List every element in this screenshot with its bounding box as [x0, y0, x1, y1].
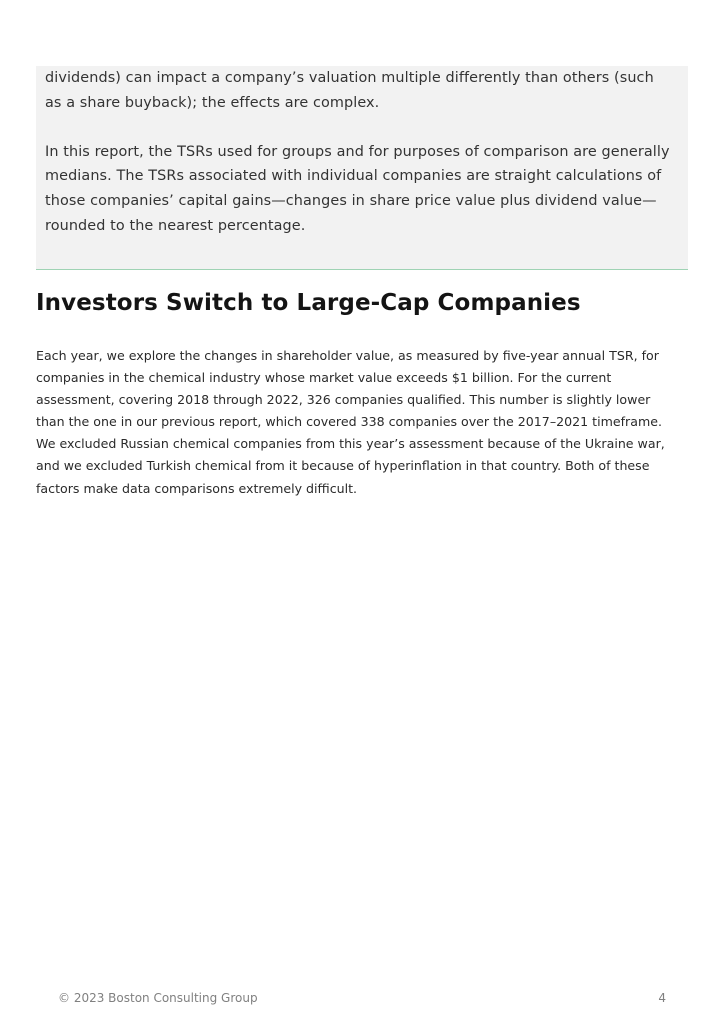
- section-body-paragraph: Each year, we explore the changes in shareholder value, as measured by five-year annual TSR, for companies in the chemical industry whose market value exceeds $1 billion. For the current assessment, covering 2018 through 2022, 326 companies qualified. This number is slightly lower than the one in our previous report, which covered 338 companies over the 2017–2021 timeframe. We excluded Russian chemical companies from this year’s assessment because of the Ukraine war, and we excluded Turkish chemical from it because of hyperinflation in that country. Both of these factors make data comparisons extremely difficult.: [36, 348, 665, 496]
- footer-copyright: © 2023 Boston Consulting Group: [58, 991, 258, 1005]
- sidebar-paragraph-1: dividends) can impact a company’s valuation multiple differently than others (such as a share buyback); the effects are complex.: [45, 70, 654, 111]
- sidebar-box: [36, 66, 688, 270]
- footer-page-number: 4: [658, 991, 666, 1005]
- sidebar-paragraph-2: In this report, the TSRs used for groups and for purposes of comparison are generally medians. The TSRs associated with individual companies are straight calculations of those companies’ capital gains—changes in share price value plus dividend value—rounded to the nearest percentage.: [45, 143, 670, 234]
- section-title: Investors Switch to Large-Cap Companies: [36, 290, 581, 316]
